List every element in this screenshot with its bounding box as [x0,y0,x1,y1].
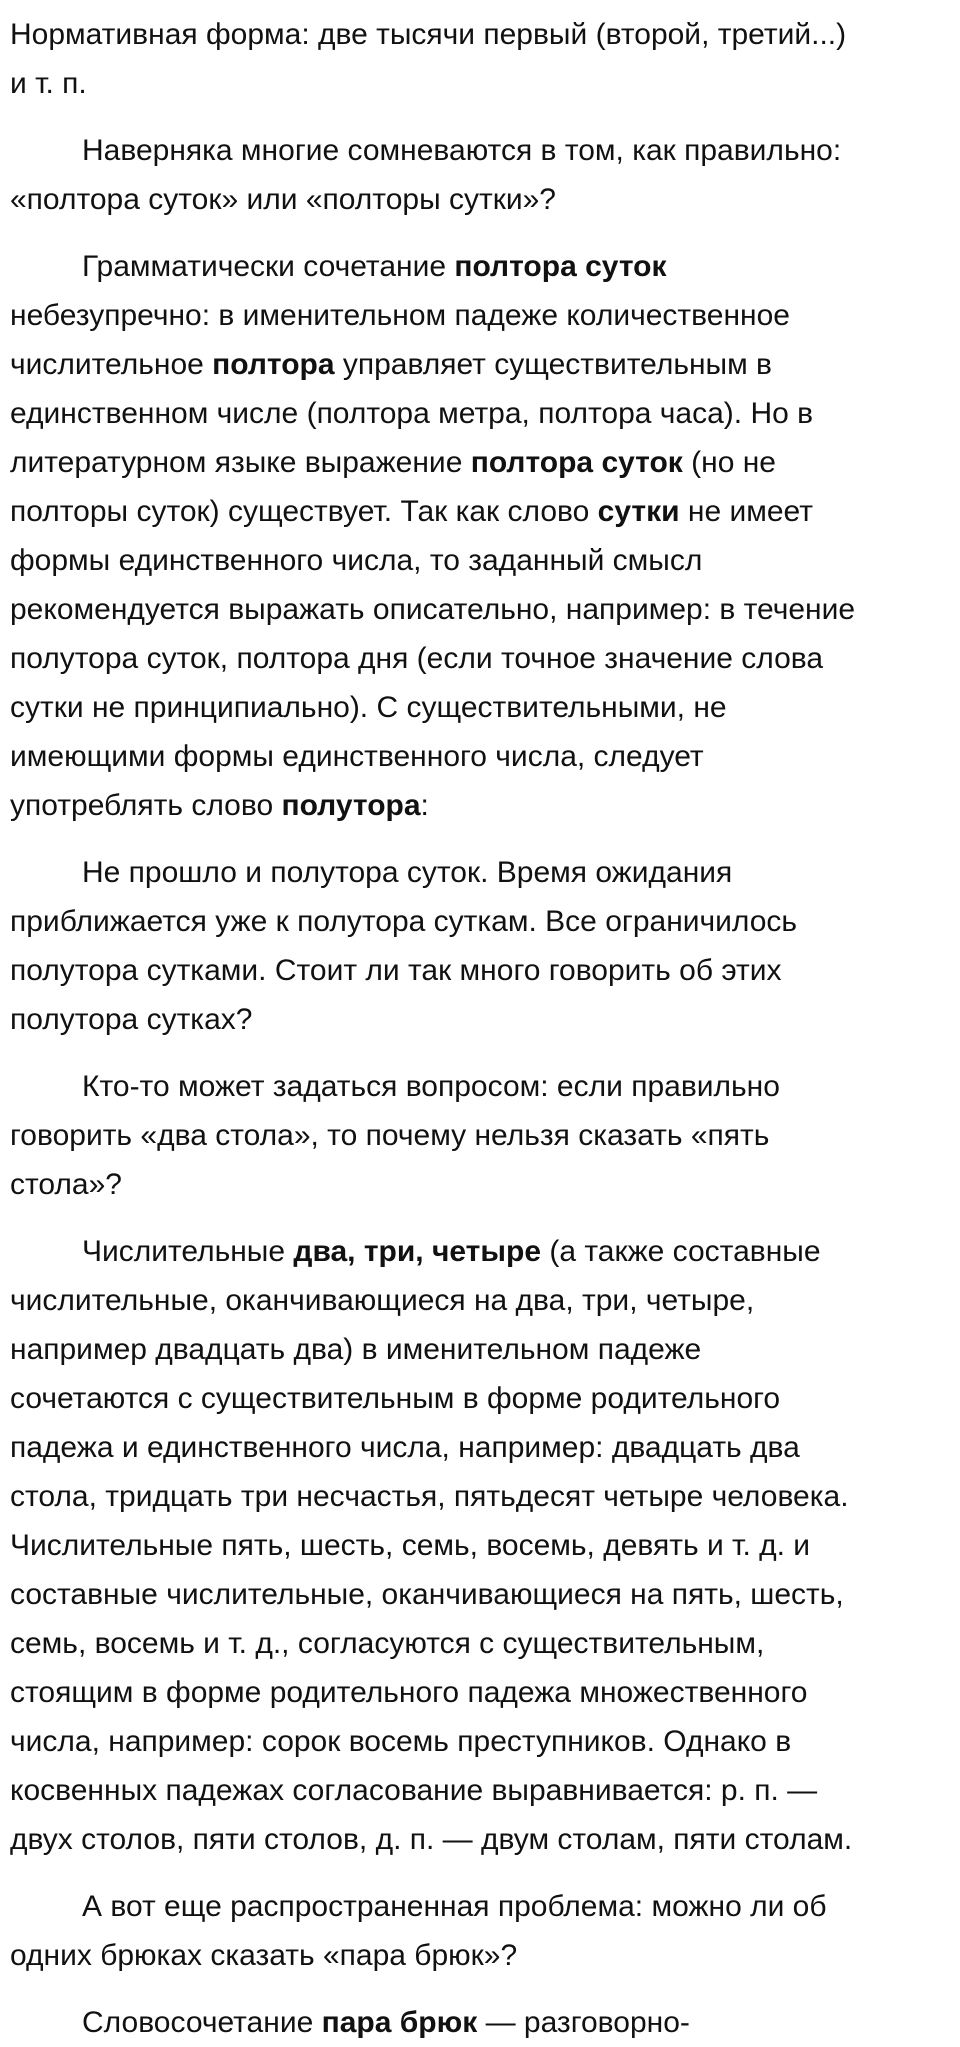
text-run: Нормативная форма: две тысячи первый (второй, третий...) [10,18,847,51]
bold-term: пара брюк [321,2006,478,2039]
text-line [10,340,960,389]
text-run: (а также составные [541,1235,821,1268]
text-line [10,438,960,487]
text-run: стола»? [10,1168,122,1201]
text-line [10,59,960,108]
text-run: полторы суток) существует. Так как слово [10,495,598,528]
text-run: числительные, оканчивающиеся на два, три, четыре, [10,1284,755,1317]
paragraph [10,10,960,108]
text-run: одних брюках сказать «пара брюк»? [10,1939,518,1972]
text-line [10,291,960,340]
text-run: употреблять слово [10,789,282,822]
text-run: литературном языке выражение [10,446,471,479]
text-run: составные числительные, оканчивающиеся на пять, шесть, [10,1578,844,1611]
text-line [10,1717,960,1766]
text-run: (но не [682,446,776,479]
bold-term: полтора суток [470,446,683,479]
text-run: косвенных падежах согласование выравнивается: р. п. — [10,1774,818,1807]
text-run: рекомендуется выражать описательно, например: в течение [10,593,856,626]
text-line [10,1472,960,1521]
text-line [10,10,960,59]
text-run: — разговорно- [477,2006,690,2039]
text-run: семь, восемь и т. д., согласуются с существительным, [10,1627,765,1660]
paragraph [10,126,960,224]
paragraph [10,1998,960,2047]
text-line [10,1882,960,1931]
bold-term: полтора суток [454,250,667,283]
text-line [10,1619,960,1668]
text-line [10,175,960,224]
text-line [10,1276,960,1325]
text-run: двух столов, пяти столов, д. п. — двум столам, пяти столам. [10,1823,853,1856]
text-run: сочетаются с существительным в форме родительного [10,1382,781,1415]
text-run: числа, например: сорок восемь преступников. Однако в [10,1725,792,1758]
text-line [10,1815,960,1864]
text-run: не имеет [679,495,813,528]
paragraph [10,1227,960,1864]
text-line [10,1227,960,1276]
text-run: стоящим в форме родительного падежа множественного [10,1676,808,1709]
bold-term: полутора [281,789,421,822]
text-line [10,634,960,683]
text-line [10,1111,960,1160]
text-line [10,242,960,291]
text-line [10,1160,960,1209]
text-run: Числительные пять, шесть, семь, восемь, девять и т. д. и [10,1529,811,1562]
text-run: полутора суток, полтора дня (если точное значение слова [10,642,824,675]
text-run: Грамматически сочетание [82,250,455,283]
text-line [10,585,960,634]
text-run: : [420,789,429,822]
text-run: стола, тридцать три несчастья, пятьдесят четыре человека. [10,1480,849,1513]
text-run: сутки не принципиально). С существительными, не [10,691,727,724]
paragraph [10,1882,960,1980]
text-run: «полтора суток» или «полторы сутки»? [10,183,556,216]
text-line [10,946,960,995]
text-run: формы единственного числа, то заданный смысл [10,544,703,577]
text-line [10,1931,960,1980]
bold-term: два, три, четыре [293,1235,542,1268]
text-line [10,1062,960,1111]
text-run: небезупречно: в именительном падеже количественное [10,299,790,332]
paragraph [10,1062,960,1209]
text-line [10,126,960,175]
bold-term: полтора [212,348,335,381]
text-line [10,732,960,781]
text-run: падежа и единственного числа, например: двадцать два [10,1431,800,1464]
text-run: единственном числе (полтора метра, полтора часа). Но в [10,397,814,430]
text-run: Наверняка многие сомневаются в том, как правильно: [82,134,842,167]
text-line [10,536,960,585]
text-run: полутора сутками. Стоит ли так много говорить об этих [10,954,782,987]
text-run: и т. п. [10,67,87,100]
text-line [10,995,960,1044]
text-run: числительное [10,348,213,381]
text-line [10,1766,960,1815]
text-run: имеющими формы единственного числа, следует [10,740,704,773]
text-line [10,1423,960,1472]
text-line [10,1374,960,1423]
text-run: Словосочетание [82,2006,322,2039]
text-run: например двадцать два) в именительном падеже [10,1333,702,1366]
text-line [10,389,960,438]
text-run: А вот еще распространенная проблема: можно ли об [82,1890,827,1923]
text-line [10,1325,960,1374]
text-line [10,1521,960,1570]
text-run: управляет существительным в [334,348,772,381]
text-line [10,848,960,897]
text-line [10,781,960,830]
text-line [10,487,960,536]
text-run: Кто-то может задаться вопросом: если правильно [82,1070,780,1103]
text-line [10,683,960,732]
text-line [10,1998,960,2047]
text-run: приближается уже к полутора суткам. Все ограничилось [10,905,798,938]
text-run: Числительные [82,1235,294,1268]
paragraph [10,242,960,830]
bold-term: сутки [597,495,680,528]
text-run: говорить «два стола», то почему нельзя сказать «пять [10,1119,770,1152]
text-line [10,1570,960,1619]
paragraph [10,848,960,1044]
text-run: Не прошло и полутора суток. Время ожидания [82,856,733,889]
text-run: полутора сутках? [10,1003,253,1036]
text-line [10,1668,960,1717]
text-line [10,897,960,946]
